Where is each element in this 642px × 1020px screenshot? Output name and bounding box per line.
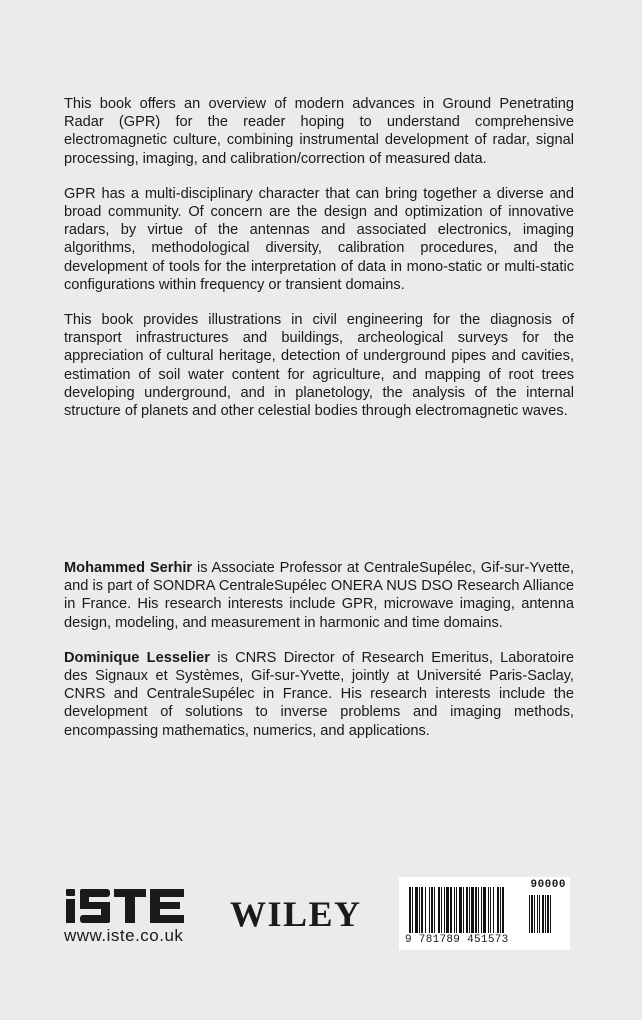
barcode-bar — [459, 887, 462, 933]
barcode-bar — [438, 887, 440, 933]
barcode-bar — [444, 887, 445, 933]
barcode-bar — [454, 887, 455, 933]
barcode-addon-bar — [550, 895, 551, 933]
barcode-bar — [446, 887, 449, 933]
author-bio-text-2: is CNRS Director of Research Emeritus, Laboratoire des Signaux et Systèmes, Gif-sur-Yvette, jointly at Université Paris-Saclay, CNRS and CentraleSupélec in France. His research interests include the development of solutions to inverse problems and imaging methods, encompassing mathematics, numerics, and applications. — [64, 649, 574, 739]
isbn-barcode — [399, 877, 570, 950]
barcode-bar — [488, 887, 489, 933]
barcode-bar — [493, 887, 494, 933]
barcode-addon-bar — [537, 895, 538, 933]
barcode-bar — [409, 887, 411, 933]
barcode-bar — [441, 887, 442, 933]
barcode-isbn-number: 9 781789 451573 — [405, 934, 509, 946]
barcode-bar — [415, 887, 418, 933]
barcode-bar — [463, 887, 464, 933]
barcode-bar — [483, 887, 486, 933]
description-paragraph-3: This book provides illustrations in civil engineering for the diagnosis of transport infrastructures and buildings, archeological surveys for the appreciation of cultural heritage, detection of underground pipes and cavities, estimation of soil water content for agriculture, and mapping of root trees developing underground, and in planetology, the analysis of the internal structure of planets and other celestial bodies through electromagnetic waves. — [64, 312, 574, 420]
barcode-bar — [502, 887, 504, 933]
barcode-bar — [497, 887, 499, 933]
barcode-addon-bar — [534, 895, 535, 933]
iste-logo — [62, 886, 200, 926]
iste-logo-graphic — [62, 886, 194, 926]
barcode-bar — [421, 887, 423, 933]
description-paragraph-1: This book offers an overview of modern advances in Ground Penetrating Radar (GPR) for the reader hoping to understand comprehensive electromagnetic culture, combining instrumental development of radar, signal processing, imaging, and calibration/correction of measured data. — [64, 96, 574, 167]
barcode-bar — [469, 887, 470, 933]
description-paragraph-2: GPR has a multi-disciplinary character that can bring together a diverse and broad community. Of concern are the design and optimization of innovative radars, by virtue of the antennas and associated electronics, imaging algorithms, methodological diversity, calibration procedures, and the development of tools for the interpretation of data in mono-static or multi-static configurations within frequency or transient domains. — [64, 185, 574, 293]
barcode-price-addon: 90000 — [530, 879, 566, 891]
barcode-addon-bar — [547, 895, 549, 933]
barcode-addon-bar — [539, 895, 540, 933]
wiley-logo: WILEY — [230, 894, 362, 934]
barcode-bar — [412, 887, 413, 933]
barcode-bar — [490, 887, 491, 933]
barcode-bar — [419, 887, 420, 933]
barcode-bar — [475, 887, 477, 933]
barcode-bar — [429, 887, 430, 933]
barcode-bar — [500, 887, 501, 933]
author-bio-text-1: is Associate Professor at CentraleSupélec, Gif-sur-Yvette, and is part of SONDRA CentraleSupélec ONERA NUS DSO Research Alliance in France. His research interests include GPR, microwave imaging, antenna design, modeling, and measurement in harmonic and time domains. — [64, 560, 574, 631]
author-bio-1 — [64, 559, 574, 632]
iste-website[interactable]: www.iste.co.uk — [64, 926, 184, 945]
barcode-bar — [466, 887, 468, 933]
barcode-addon-bar — [531, 895, 533, 933]
barcode-bar — [434, 887, 435, 933]
author-name-2: Dominique Lesselier — [64, 649, 210, 666]
barcode-addon-bar — [545, 895, 546, 933]
author-bios — [64, 559, 574, 757]
barcode-bar — [481, 887, 482, 933]
author-name-1: Mohammed Serhir — [64, 560, 193, 576]
barcode-bar — [456, 887, 457, 933]
barcode-addon-bar — [529, 895, 530, 933]
barcode-bar — [431, 887, 433, 933]
barcode-bar — [450, 887, 452, 933]
barcode-bars — [409, 883, 559, 935]
barcode-addon-bar — [542, 895, 544, 933]
author-bio-2 — [64, 649, 574, 740]
barcode-bar — [478, 887, 479, 933]
book-description — [64, 95, 574, 437]
barcode-bar — [425, 887, 426, 933]
barcode-bar — [471, 887, 474, 933]
